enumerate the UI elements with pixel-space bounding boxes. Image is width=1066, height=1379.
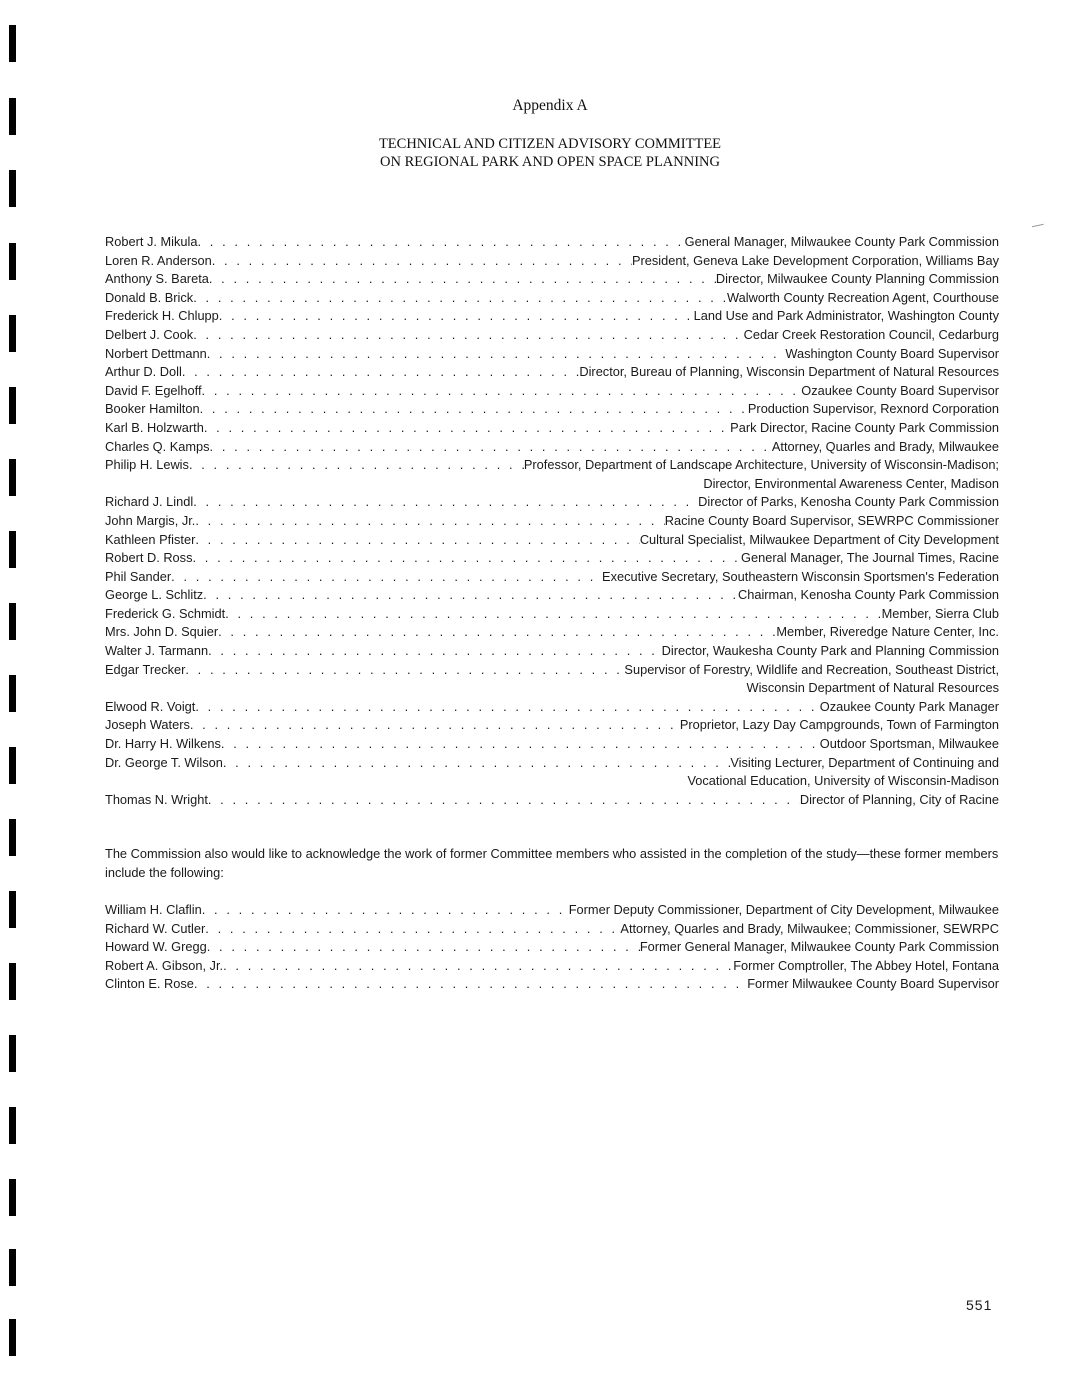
member-name: Edgar Trecker [105, 661, 186, 677]
member-name: Richard J. Lindl [105, 494, 194, 510]
member-row [105, 605, 999, 624]
committee-roster [105, 233, 999, 809]
binding-mark [9, 1035, 16, 1072]
member-row [105, 531, 999, 550]
dot-leader [204, 419, 730, 438]
dot-leader [189, 456, 524, 475]
member-role: Director, Bureau of Planning, Wisconsin Department of Natural Resources [579, 364, 999, 380]
member-role: Former Comptroller, The Abbey Hotel, Fontana [733, 957, 999, 973]
page-number: 551 [966, 1297, 993, 1313]
member-name: Robert J. Mikula [105, 234, 198, 249]
member-role: Walworth County Recreation Agent, Courthouse [727, 289, 999, 305]
dot-leader [209, 270, 716, 289]
member-name: Elwood R. Voigt [105, 698, 196, 714]
member-role: Ozaukee County Board Supervisor [801, 382, 999, 398]
title-line-2: ON REGIONAL PARK AND OPEN SPACE PLANNING [380, 154, 720, 170]
dot-leader [182, 363, 580, 382]
binding-mark [9, 459, 16, 496]
member-name: Anthony S. Bareta [105, 271, 209, 287]
member-role: Park Director, Racine County Park Commission [730, 419, 999, 435]
member-name: Booker Hamilton [105, 401, 200, 417]
member-role: President, Geneva Lake Development Corporation, Williams Bay [631, 252, 999, 268]
member-name: Richard W. Cutler [105, 920, 206, 936]
member-name: Howard W. Gregg [105, 939, 207, 955]
member-role: Director, Milwaukee County Planning Commission [715, 271, 999, 287]
member-row [105, 957, 999, 976]
appendix-heading: Appendix A [512, 97, 588, 114]
member-name: Phil Sander [105, 568, 172, 584]
member-row [105, 901, 999, 920]
member-row [105, 363, 999, 382]
title-line-1: TECHNICAL AND CITIZEN ADVISORY COMMITTEE [378, 136, 722, 152]
member-row [105, 642, 999, 661]
dot-leader [223, 754, 731, 773]
member-row [105, 382, 999, 401]
member-role: Racine County Board Supervisor, SEWRPC Commissioner [664, 512, 999, 528]
binding-mark [9, 963, 16, 1000]
member-name: Kathleen Pfister [105, 531, 196, 547]
member-role: Cultural Specialist, Milwaukee Department of City Development [639, 531, 999, 547]
member-row [105, 920, 999, 939]
member-role: Chairman, Kenosha County Park Commission [737, 587, 999, 603]
binding-mark [9, 1249, 16, 1286]
member-row [105, 938, 999, 957]
dot-leader [225, 605, 881, 624]
dot-leader [208, 642, 662, 661]
member-role: Member, Riveredge Nature Center, Inc. [776, 624, 999, 640]
member-row [105, 419, 999, 438]
dot-leader [202, 901, 569, 920]
member-name: John Margis, Jr. [105, 512, 196, 528]
member-row [105, 400, 999, 419]
member-role: Professor, Department of Landscape Architecture, University of Wisconsin-Madison; [523, 457, 999, 473]
binding-mark [9, 387, 16, 424]
member-role: General Manager, The Journal Times, Racine [741, 550, 999, 566]
member-name: David F. Egelhoff [105, 382, 202, 398]
dot-leader [218, 623, 776, 642]
dot-leader [207, 938, 640, 957]
member-row [105, 568, 999, 587]
member-role: Former Milwaukee County Board Supervisor [747, 976, 999, 992]
dot-leader [195, 531, 639, 550]
binding-mark [9, 603, 16, 640]
member-role: Former General Manager, Milwaukee County Park Commission [639, 939, 999, 955]
former-members-roster [105, 901, 999, 994]
member-role-continued: Wisconsin Department of Natural Resources [746, 680, 999, 696]
binding-mark [9, 531, 16, 568]
member-row [105, 586, 999, 605]
binding-mark [9, 675, 16, 712]
binding-mark [9, 747, 16, 784]
dot-leader [207, 345, 786, 364]
member-name: Dr. George T. Wilson [105, 754, 223, 770]
member-name: Walter J. Tarmann [105, 643, 209, 659]
member-row [105, 791, 999, 810]
member-role-continued: Director, Environmental Awareness Center, Madison [703, 475, 999, 491]
member-role: Director of Planning, City of Racine [799, 791, 999, 807]
member-name: Loren R. Anderson [105, 252, 212, 268]
member-name: Karl B. Holzwarth [105, 419, 204, 435]
member-row [105, 716, 999, 735]
dot-leader [219, 307, 694, 326]
scan-speck [1032, 224, 1044, 229]
dot-leader [221, 735, 820, 754]
member-row [105, 252, 999, 271]
member-name: Arthur D. Doll [105, 364, 182, 380]
member-role: Attorney, Quarles and Brady, Milwaukee [771, 438, 999, 454]
member-role: Director of Parks, Kenosha County Park Commission [698, 494, 999, 510]
member-row [105, 735, 999, 754]
dot-leader [197, 233, 684, 252]
page-title [0, 135, 1066, 171]
binding-mark [9, 1319, 16, 1356]
member-name: Philip H. Lewis [105, 457, 189, 473]
member-name: Clinton E. Rose [105, 976, 194, 992]
member-row [105, 345, 999, 364]
dot-leader [195, 512, 664, 531]
member-name: Frederick H. Chlupp [105, 308, 219, 324]
member-role: Supervisor of Forestry, Wildlife and Recreation, Southeast District, [624, 661, 999, 677]
member-name: Dr. Harry H. Wilkens [105, 736, 221, 752]
member-row [105, 754, 999, 773]
member-role: Visiting Lecturer, Department of Continuing and [730, 754, 999, 770]
acknowledgment-paragraph: The Commission also would like to acknowledge the work of former Committee members who assisted in the completion of the study—these former members include the following: [105, 846, 999, 880]
dot-leader [192, 549, 741, 568]
dot-leader [193, 493, 698, 512]
dot-leader [202, 382, 802, 401]
dot-leader [210, 438, 772, 457]
member-row [105, 289, 999, 308]
member-role: Production Supervisor, Rexnord Corporation [747, 401, 999, 417]
dot-leader [185, 661, 624, 680]
member-name: William H. Claflin [105, 902, 202, 917]
member-row [105, 233, 999, 252]
member-name: Thomas N. Wright [105, 791, 208, 807]
dot-leader [193, 326, 743, 345]
dot-leader [212, 252, 632, 271]
binding-marks [0, 0, 40, 1379]
member-name: George L. Schlitz [105, 587, 204, 603]
member-row [105, 512, 999, 531]
member-role: Member, Sierra Club [881, 605, 999, 621]
member-name: Frederick G. Schmidt [105, 605, 226, 621]
dot-leader [208, 791, 800, 810]
dot-leader [190, 716, 680, 735]
member-role: Ozaukee County Park Manager [819, 698, 999, 714]
binding-mark [9, 891, 16, 928]
member-role: Proprietor, Lazy Day Campgrounds, Town of Farmington [679, 717, 999, 733]
member-row [105, 456, 999, 475]
dot-leader [195, 698, 819, 717]
member-role: Former Deputy Commissioner, Department of City Development, Milwaukee [568, 902, 999, 917]
member-name: Norbert Dettmann [105, 345, 207, 361]
member-row [105, 549, 999, 568]
member-name: Joseph Waters [105, 717, 190, 733]
member-role-continued: Vocational Education, University of Wisconsin-Madison [687, 773, 999, 789]
binding-mark [9, 1179, 16, 1216]
member-row [105, 307, 999, 326]
member-row [105, 698, 999, 717]
member-row [105, 326, 999, 345]
member-row [105, 493, 999, 512]
dot-leader [203, 586, 738, 605]
member-row [105, 623, 999, 642]
dot-leader [205, 920, 620, 939]
member-role: General Manager, Milwaukee County Park Commission [684, 234, 999, 249]
member-row [105, 661, 999, 680]
binding-mark [9, 1107, 16, 1144]
member-row [105, 438, 999, 457]
member-role: Cedar Creek Restoration Council, Cedarburg [743, 326, 999, 342]
dot-leader [193, 289, 727, 308]
member-role: Attorney, Quarles and Brady, Milwaukee; Commissioner, SEWRPC [620, 920, 999, 936]
member-row [105, 975, 999, 994]
member-name: Delbert J. Cook [105, 326, 194, 342]
dot-leader [194, 975, 747, 994]
member-name: Robert A. Gibson, Jr. [105, 957, 224, 973]
binding-mark [9, 243, 16, 280]
binding-mark [9, 315, 16, 352]
binding-mark [9, 819, 16, 856]
dot-leader [200, 400, 748, 419]
member-role: Washington County Board Supervisor [785, 345, 999, 361]
member-name: Mrs. John D. Squier [105, 624, 219, 640]
member-name: Charles Q. Kamps [105, 438, 210, 454]
binding-mark [9, 170, 16, 207]
dot-leader [171, 568, 602, 587]
binding-mark [9, 25, 16, 62]
member-role: Outdoor Sportsman, Milwaukee [819, 736, 999, 752]
member-role: Executive Secretary, Southeastern Wisconsin Sportsmen's Federation [602, 568, 999, 584]
member-role: Land Use and Park Administrator, Washington County [693, 308, 999, 324]
dot-leader [223, 957, 733, 976]
member-row [105, 270, 999, 289]
member-role: Director, Waukesha County Park and Planning Commission [661, 643, 999, 659]
member-name: Donald B. Brick [105, 289, 194, 305]
member-name: Robert D. Ross [105, 550, 193, 566]
